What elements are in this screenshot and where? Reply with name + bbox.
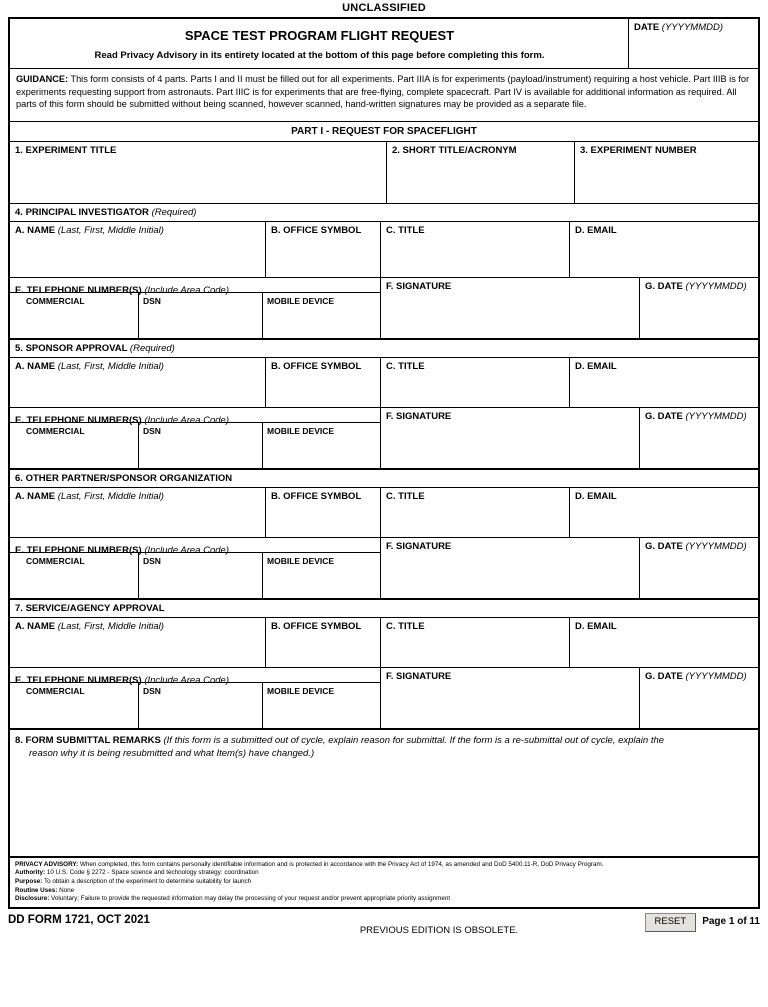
signature-date-field[interactable] xyxy=(639,278,758,338)
title-block xyxy=(10,19,628,68)
section-4-name-row xyxy=(10,222,758,278)
telephone-subfields xyxy=(10,683,380,728)
header-date-field[interactable] xyxy=(628,19,758,68)
privacy-purpose-label: Purpose: xyxy=(15,877,43,885)
guidance-row xyxy=(10,69,758,122)
short-title-field[interactable] xyxy=(386,142,574,203)
privacy-advisory-line xyxy=(15,861,753,870)
dsn-label: DSN xyxy=(143,685,161,696)
name-label: A. NAME (Last, First, Middle Initial) xyxy=(15,224,164,236)
guidance-body: This form consists of 4 parts. Parts I and II must be filled out for all experiments. Part IIIA is for experiments (payload/instrument) requiring a host vehicle. Part IIIB is for experiments requesting support from astronauts. Part IIIC is for experiments that are free-flying, complete spacecraft. Part IV is available for additional information as required. All parts of this form should be submitted without being scanned, however scanned, hand-written signatures may be provided as a separate file. xyxy=(16,74,750,110)
page-number: Page 1 of 11 xyxy=(702,915,760,927)
privacy-advisory-label: PRIVACY ADVISORY: xyxy=(15,860,79,868)
form-identifier: DD FORM 1721, OCT 2021 xyxy=(8,913,150,926)
name-field[interactable] xyxy=(10,358,265,407)
dsn-field[interactable] xyxy=(138,553,262,598)
form-body xyxy=(8,17,760,909)
telephone-block xyxy=(10,538,380,598)
name-field[interactable] xyxy=(10,222,265,277)
signature-date-label: G. DATE (YYYYMMDD) xyxy=(645,670,747,682)
remarks-label: 8. FORM SUBMITTAL REMARKS xyxy=(15,734,161,746)
signature-label: F. SIGNATURE xyxy=(386,280,452,292)
signature-date-field[interactable] xyxy=(639,408,758,468)
mobile-field[interactable] xyxy=(262,553,380,598)
name-field[interactable] xyxy=(10,618,265,667)
section-header-5 xyxy=(10,340,758,358)
office-symbol-label: B. OFFICE SYMBOL xyxy=(271,620,362,632)
privacy-advisory-text: When completed, this form contains personally identifiable information and is protected in accordance with the Privacy Act of 1974, as amended and DoD 5400.11-R, DoD Privacy Program. xyxy=(79,860,604,868)
office-symbol-field[interactable] xyxy=(265,488,380,537)
name-label: A. NAME (Last, First, Middle Initial) xyxy=(15,620,164,632)
name-field[interactable] xyxy=(10,488,265,537)
signature-date-label: G. DATE (YYYYMMDD) xyxy=(645,280,747,292)
section-5-name-row xyxy=(10,358,758,408)
section-header-7 xyxy=(10,600,758,618)
privacy-purpose-text: To obtain a description of the experiment to determine suitability for launch xyxy=(43,877,252,885)
title-field[interactable] xyxy=(380,222,569,277)
telephone-header xyxy=(10,278,380,296)
dsn-field[interactable] xyxy=(138,423,262,468)
mobile-label: MOBILE DEVICE xyxy=(267,425,335,436)
remarks-label-line xyxy=(15,734,750,747)
mobile-label: MOBILE DEVICE xyxy=(267,555,335,566)
email-label: D. EMAIL xyxy=(575,620,617,632)
telephone-label: E. TELEPHONE NUMBER(S) (Include Area Code) xyxy=(15,284,229,296)
signature-date-field[interactable] xyxy=(639,538,758,598)
privacy-authority-line xyxy=(15,869,753,878)
telephone-block xyxy=(10,408,380,468)
remarks-row[interactable] xyxy=(10,730,758,856)
experiment-row xyxy=(10,142,758,204)
signature-date-field[interactable] xyxy=(639,668,758,728)
email-field[interactable] xyxy=(569,618,758,667)
title-field[interactable] xyxy=(380,618,569,667)
remarks-hint-1: (If this form is a submitted out of cycle, explain reason for submittal. If the form is a re-submittal out of cycle, explain the xyxy=(163,734,665,746)
privacy-routine-line xyxy=(15,887,753,896)
signature-label: F. SIGNATURE xyxy=(386,540,452,552)
form-footer xyxy=(8,909,760,936)
privacy-authority-label: Authority: xyxy=(15,869,46,877)
previous-edition-note: PREVIOUS EDITION IS OBSOLETE. xyxy=(359,924,519,936)
telephone-label: E. TELEPHONE NUMBER(S) (Include Area Code) xyxy=(15,544,229,556)
section-6-name-row xyxy=(10,488,758,538)
remarks-field[interactable] xyxy=(10,730,758,856)
commercial-label: COMMERCIAL xyxy=(26,295,85,306)
telephone-header xyxy=(10,538,380,556)
title-label: C. TITLE xyxy=(386,224,425,236)
privacy-row xyxy=(10,856,758,907)
mobile-field[interactable] xyxy=(262,293,380,338)
section-5-title: 5. SPONSOR APPROVAL (Required) xyxy=(15,342,175,354)
title-field[interactable] xyxy=(380,358,569,407)
signature-label: F. SIGNATURE xyxy=(386,670,452,682)
signature-field[interactable] xyxy=(380,278,639,338)
form-subtitle: Read Privacy Advisory in its entirety located at the bottom of this page before completing this form. xyxy=(94,50,545,61)
guidance-text xyxy=(10,69,758,121)
section-5-phone-row xyxy=(10,408,758,470)
email-field[interactable] xyxy=(569,488,758,537)
header-date-label: DATE (YYYYMMDD) xyxy=(634,22,724,33)
commercial-field[interactable] xyxy=(10,423,138,468)
office-symbol-label: B. OFFICE SYMBOL xyxy=(271,360,362,372)
section-header-6 xyxy=(10,470,758,488)
section-header-4 xyxy=(10,204,758,222)
commercial-label: COMMERCIAL xyxy=(26,685,85,696)
signature-date-label: G. DATE (YYYYMMDD) xyxy=(645,540,747,552)
section-7-name-row xyxy=(10,618,758,668)
telephone-subfields xyxy=(10,423,380,468)
privacy-routine-text: None xyxy=(59,886,75,894)
telephone-subfields xyxy=(10,553,380,598)
remarks-hint-2: reason why it is being resubmitted and what Item(s) have changed.) xyxy=(29,747,315,759)
reset-button[interactable]: RESET xyxy=(645,913,697,932)
privacy-disclosure-text: Voluntary; Failure to provide the requested information may delay the processing of your request and/or prevent appropriate priority assignment xyxy=(51,895,451,903)
telephone-label: E. TELEPHONE NUMBER(S) (Include Area Code) xyxy=(15,414,229,426)
short-title-label: 2. SHORT TITLE/ACRONYM xyxy=(392,144,517,156)
title-label: C. TITLE xyxy=(386,620,425,632)
footer-controls xyxy=(610,913,760,932)
telephone-block xyxy=(10,668,380,728)
privacy-routine-label: Routine Uses: xyxy=(15,886,58,894)
telephone-subfields xyxy=(10,293,380,338)
classification-banner: UNCLASSIFIED xyxy=(342,2,426,14)
office-symbol-field[interactable] xyxy=(265,222,380,277)
signature-field[interactable] xyxy=(380,408,639,468)
office-symbol-label: B. OFFICE SYMBOL xyxy=(271,490,362,502)
privacy-purpose-line xyxy=(15,878,753,887)
form-title: SPACE TEST PROGRAM FLIGHT REQUEST xyxy=(184,28,455,43)
part1-header-row xyxy=(10,122,758,142)
dsn-label: DSN xyxy=(143,555,161,566)
mobile-field[interactable] xyxy=(262,683,380,728)
telephone-label: E. TELEPHONE NUMBER(S) (Include Area Code) xyxy=(15,674,229,686)
section-4-title: 4. PRINCIPAL INVESTIGATOR (Required) xyxy=(15,206,197,218)
telephone-header xyxy=(10,408,380,426)
part1-header: PART I - REQUEST FOR SPACEFLIGHT xyxy=(291,125,477,137)
experiment-number-label: 3. EXPERIMENT NUMBER xyxy=(580,144,697,156)
mobile-label: MOBILE DEVICE xyxy=(267,295,335,306)
title-label: C. TITLE xyxy=(386,360,425,372)
email-label: D. EMAIL xyxy=(575,490,617,502)
section-7-title: 7. SERVICE/AGENCY APPROVAL xyxy=(15,602,165,614)
name-label: A. NAME (Last, First, Middle Initial) xyxy=(15,360,164,372)
dsn-label: DSN xyxy=(143,425,161,436)
dsn-field[interactable] xyxy=(138,683,262,728)
section-7-phone-row xyxy=(10,668,758,730)
mobile-label: MOBILE DEVICE xyxy=(267,685,335,696)
signature-date-label: G. DATE (YYYYMMDD) xyxy=(645,410,747,422)
office-symbol-field[interactable] xyxy=(265,618,380,667)
privacy-authority-text: 10 U.S. Code § 2272 - Space science and technology strategy: coordination xyxy=(46,869,259,877)
office-symbol-label: B. OFFICE SYMBOL xyxy=(271,224,362,236)
signature-label: F. SIGNATURE xyxy=(386,410,452,422)
title-label: C. TITLE xyxy=(386,490,425,502)
commercial-field[interactable] xyxy=(10,683,138,728)
name-label: A. NAME (Last, First, Middle Initial) xyxy=(15,490,164,502)
experiment-title-field[interactable] xyxy=(10,142,386,203)
experiment-number-field[interactable] xyxy=(574,142,758,203)
dsn-field[interactable] xyxy=(138,293,262,338)
section-6-title: 6. OTHER PARTNER/SPONSOR ORGANIZATION xyxy=(15,472,233,484)
privacy-disclosure-label: Disclosure: xyxy=(15,895,50,903)
title-field[interactable] xyxy=(380,488,569,537)
section-4-phone-row xyxy=(10,278,758,340)
telephone-block xyxy=(10,278,380,338)
signature-field[interactable] xyxy=(380,538,639,598)
commercial-label: COMMERCIAL xyxy=(26,425,85,436)
mobile-field[interactable] xyxy=(262,423,380,468)
title-row xyxy=(10,19,758,69)
guidance-label: GUIDANCE: xyxy=(16,74,69,84)
section-6-phone-row xyxy=(10,538,758,600)
email-label: D. EMAIL xyxy=(575,360,617,372)
privacy-advisory-block xyxy=(10,858,758,907)
experiment-title-label: 1. EXPERIMENT TITLE xyxy=(15,144,117,156)
commercial-field[interactable] xyxy=(10,553,138,598)
signature-field[interactable] xyxy=(380,668,639,728)
email-label: D. EMAIL xyxy=(575,224,617,236)
privacy-disclosure-line xyxy=(15,895,753,904)
commercial-label: COMMERCIAL xyxy=(26,555,85,566)
office-symbol-field[interactable] xyxy=(265,358,380,407)
dsn-label: DSN xyxy=(143,295,161,306)
email-field[interactable] xyxy=(569,222,758,277)
commercial-field[interactable] xyxy=(10,293,138,338)
email-field[interactable] xyxy=(569,358,758,407)
telephone-header xyxy=(10,668,380,686)
